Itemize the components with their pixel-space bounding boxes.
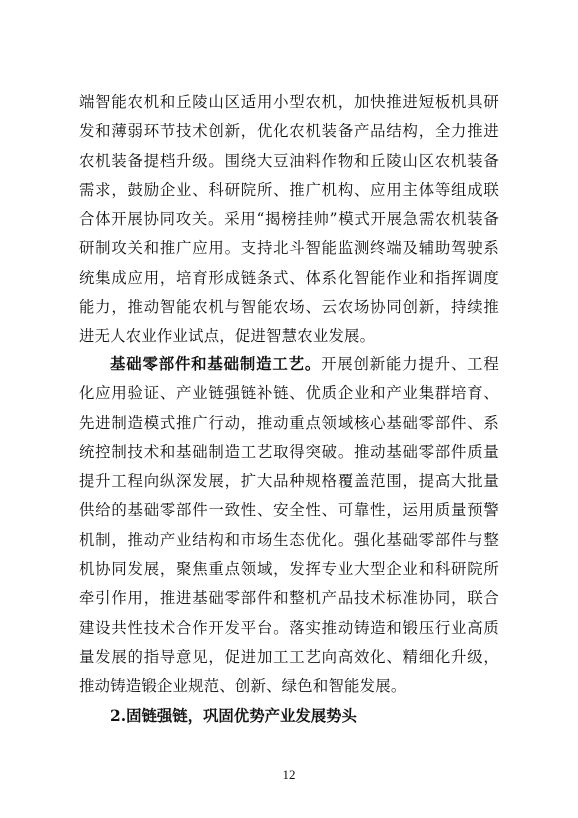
body-paragraph-1	[79, 88, 499, 352]
body-paragraph-2	[79, 350, 499, 702]
page-number: 12	[282, 767, 296, 782]
paragraph-2-lead: 基础零部件和基础制造工艺。	[110, 355, 322, 373]
paragraph-2-text: 开展创新能力提升、工程化应用验证、产业链强链补链、优质企业和产业集群培育、先进制造模式推广行动，推动重点领域核心基础零部件、系统控制技术和基础制造工艺取得突破。推动基础零部件质量提升工程向纵深发展，扩大品种规格覆盖范围，提高大批量供给的基础零部件一致性、安全性、可靠性，运用质量预警机制，推动产业结构和市场生态优化。强化基础零部件与整机协同发展，聚焦重点领域，发挥专业大型企业和科研院所牵引作用，推进基础零部件和整机产品技术标准协同，联合建设共性技术合作开发平台。落实推动铸造和锻压行业高质量发展的指导意见，促进加工工艺向高效化、精细化升级，推动铸造锻企业规范、创新、绿色和智能发展。	[79, 355, 499, 696]
paragraph-1-text: 端智能农机和丘陵山区适用小型农机，加快推进短板机具研发和薄弱环节技术创新，优化农机装备产品结构，全力推进农机装备提档升级。围绕大豆油料作物和丘陵山区农机装备需求，鼓励企业、科研院所、推广机构、应用主体等组成联合体开展协同攻关。采用“揭榜挂帅”模式开展急需农机装备研制攻关和推广应用。支持北斗智能监测终端及辅助驾驶系统集成应用，培育形成链条式、体系化智能作业和指挥调度能力，推动智能农机与智能农场、云农场协同创新，持续推进无人农业作业试点，促进智慧农业发展。	[79, 93, 499, 346]
section-heading: 2.固链强链，巩固优势产业发展势头	[110, 707, 357, 725]
